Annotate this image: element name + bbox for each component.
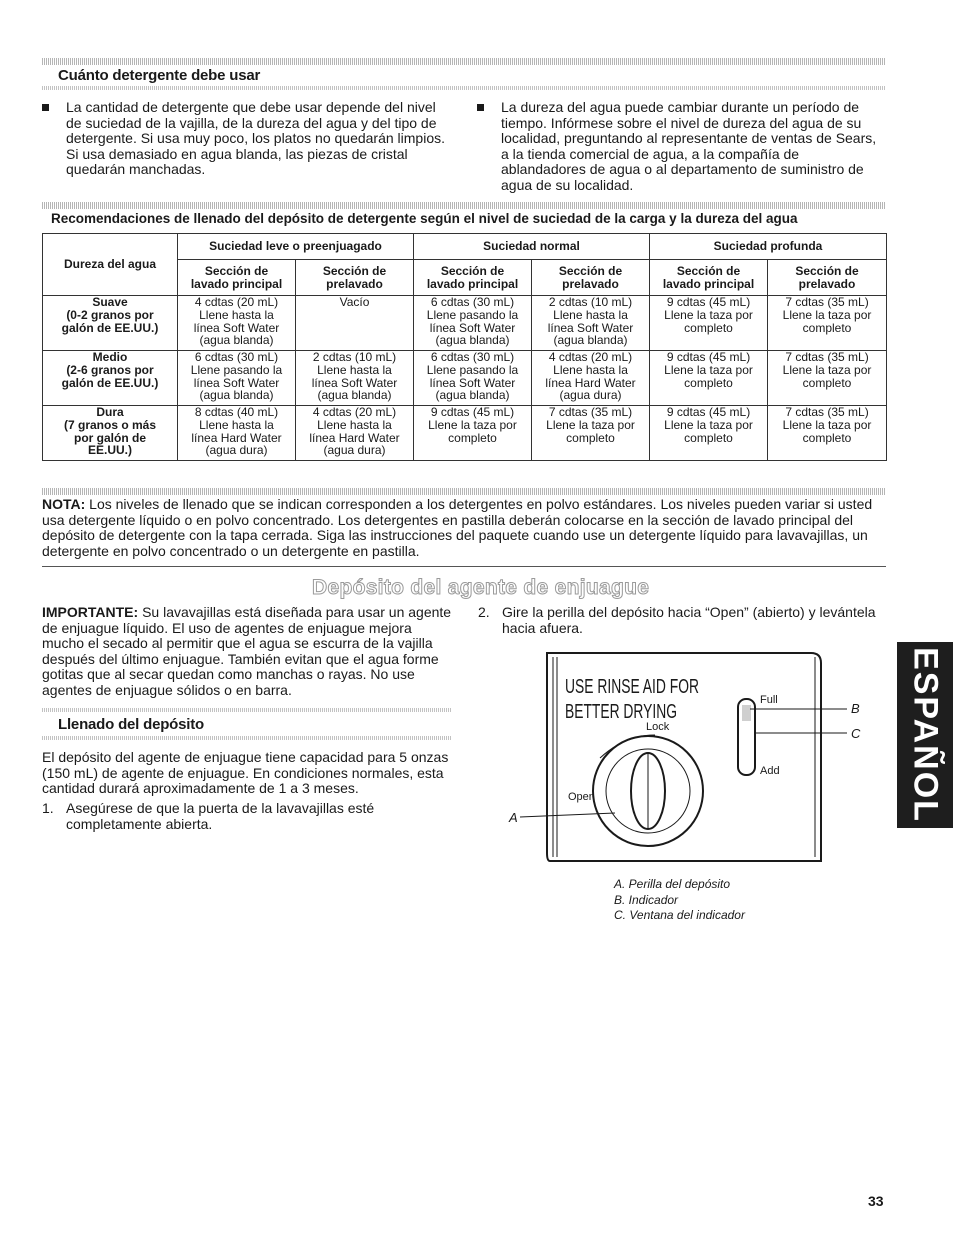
bullet-list-left xyxy=(42,100,452,178)
hardness-cell: Medio (2-6 granos por galón de EE.UU.) xyxy=(43,351,178,406)
rinse-title: Depósito del agente de enjuague xyxy=(312,576,650,599)
step-item xyxy=(42,801,452,832)
table-cell: 7 cdtas (35 mL) Llene la taza por completo xyxy=(768,351,887,406)
subsection-rule xyxy=(42,708,452,712)
table-cell: 2 cdtas (10 mL) Llene hasta la línea Soft Water (agua blanda) xyxy=(296,351,414,406)
table-top-rule xyxy=(42,202,886,209)
table-cell: 7 cdtas (35 mL) Llene la taza por completo xyxy=(768,406,887,461)
group-header: Suciedad leve o preenjuagado xyxy=(178,234,414,260)
indicator-fill xyxy=(742,705,751,721)
panel-text-line2: BETTER DRYING xyxy=(565,701,677,723)
table-cell: 2 cdtas (10 mL) Llene hasta la línea Soft Water (agua blanda) xyxy=(532,296,650,351)
important-paragraph: IMPORTANTE: Su lavavajillas está diseñada para usar un agente de enjuague líquido. El uso de agentes de enjuague mejora mucho el secado al permitir que el agua se escurra de la vajilla después del último enjuague. También evitan que el agua forme gotitas que al secar quedan como manchas o rayas. No use agentes de enjuague sólidos o en barra. xyxy=(42,604,452,698)
caption-item: A. Perilla del depósito xyxy=(614,877,731,891)
hardness-cell: Suave (0-2 granos por galón de EE.UU.) xyxy=(43,296,178,351)
detergent-table xyxy=(42,233,887,461)
table-cell: 7 cdtas (35 mL) Llene la taza por completo xyxy=(768,296,887,351)
table-cell: 4 cdtas (20 mL) Llene hasta la línea Soft Water (agua blanda) xyxy=(178,296,296,351)
table-bottom-rule xyxy=(42,488,886,495)
bullet-list-right xyxy=(477,100,882,194)
panel-text-line1: USE RINSE AID FOR xyxy=(565,676,699,698)
table-row xyxy=(43,296,887,351)
sub-header: Sección de prelavado xyxy=(532,260,650,296)
table-cell: Vacío xyxy=(296,296,414,351)
note-text: Los niveles de llenado que se indican corresponden a los detergentes en polvo estándares. Los niveles pueden variar si usted usa detergente líquido o en polvo concentrado. Los detergentes en pastilla deberán colocarse en la sección de lavado principal del depósito de detergente con la tapa cerrada. Siga las instrucciones del paquete cuando use un detergente líquido para lavavajillas, un detergente en polvo concentrado o un detergente en pastilla. xyxy=(42,496,873,559)
label-a: A xyxy=(509,810,518,825)
section-rule xyxy=(42,86,886,90)
step-item xyxy=(478,605,883,636)
step-text: Gire la perilla del depósito hacia “Open” (abierto) y levántela hacia afuera. xyxy=(502,604,876,636)
label-b: B xyxy=(851,701,860,716)
note-paragraph xyxy=(42,497,886,559)
fill-paragraph: El depósito del agente de enjuague tiene capacidad para 5 onzas (150 mL) de agente de enjuague. En condiciones normales, esta cantidad durará aproximadamente de 1 a 3 meses. xyxy=(42,749,449,797)
table-row xyxy=(43,406,887,461)
sub-header: Sección de prelavado xyxy=(296,260,414,296)
table-cell: 6 cdtas (30 mL) Llene pasando la línea Soft Water (agua blanda) xyxy=(414,296,532,351)
table-cell: 4 cdtas (20 mL) Llene hasta la línea Hard Water (agua dura) xyxy=(296,406,414,461)
group-header: Suciedad profunda xyxy=(650,234,887,260)
page-number: 33 xyxy=(868,1193,884,1209)
note-label: NOTA: xyxy=(42,496,86,512)
top-rule xyxy=(42,58,886,65)
label-c: C xyxy=(851,726,861,741)
table-cell: 6 cdtas (30 mL) Llene pasando la línea Soft Water (agua blanda) xyxy=(178,351,296,406)
table-cell: 9 cdtas (45 mL) Llene la taza por completo xyxy=(650,296,768,351)
table-row xyxy=(43,351,887,406)
sub-header: Sección de lavado principal xyxy=(650,260,768,296)
subsection-rule xyxy=(42,736,452,740)
table-cell: 4 cdtas (20 mL) Llene hasta la línea Hard Water (agua dura) xyxy=(532,351,650,406)
caption-item: B. Indicador xyxy=(614,892,679,907)
table-cell: 9 cdtas (45 mL) Llene la taza por completo xyxy=(650,406,768,461)
rinse-dispenser-diagram xyxy=(495,643,875,878)
hardness-cell: Dura (7 granos o más por galón de EE.UU.) xyxy=(43,406,178,461)
list-item: La cantidad de detergente que debe usar depende del nivel de suciedad de la vajilla, de la dureza del agua y del tipo de detergente. Si usa muy poco, los platos no quedarán limpios. Si usa demasiado en agua blanda, las piezas de cristal quedarán manchadas. xyxy=(42,100,452,178)
side-tab-label: ESPAÑOL xyxy=(906,647,945,823)
group-header: Suciedad normal xyxy=(414,234,650,260)
bullet-square-icon xyxy=(42,104,49,111)
sub-header: Sección de prelavado xyxy=(768,260,887,296)
section-title: Cuánto detergente debe usar xyxy=(58,67,261,84)
important-label: IMPORTANTE: xyxy=(42,604,139,620)
caption-item: C. Ventana del indicador xyxy=(614,908,745,922)
full-label: Full xyxy=(760,694,778,706)
sub-header: Sección de lavado principal xyxy=(178,260,296,296)
step-number: 2. xyxy=(478,604,490,620)
table-cell: 8 cdtas (40 mL) Llene hasta la línea Hard Water (agua dura) xyxy=(178,406,296,461)
sub-header: Sección de lavado principal xyxy=(414,260,532,296)
fill-title: Llenado del depósito xyxy=(58,716,205,733)
language-side-tab xyxy=(897,642,953,828)
table-title: Recomendaciones de llenado del depósito de detergente según el nivel de suciedad de la carga y la dureza del agua xyxy=(51,211,798,226)
open-label: Open xyxy=(568,791,595,803)
hardness-header: Dureza del agua xyxy=(43,234,178,296)
table-cell: 9 cdtas (45 mL) Llene la taza por completo xyxy=(650,351,768,406)
diagram-captions xyxy=(614,877,745,924)
add-label: Add xyxy=(760,765,780,777)
list-item: La dureza del agua puede cambiar durante un período de tiempo. Infórmese sobre el nivel de dureza del agua de su localidad, preguntando al representante de ventas de Sears, a la tienda comercial de agua, a la compañía de ablandadores de agua o al departamento de suministro de agua de su localidad. xyxy=(477,100,882,194)
lock-label: Lock xyxy=(646,721,670,733)
step-number: 1. xyxy=(42,800,54,816)
divider xyxy=(42,566,886,567)
step-text: Asegúrese de que la puerta de la lavavajillas esté completamente abierta. xyxy=(66,800,375,832)
table-cell: 9 cdtas (45 mL) Llene la taza por completo xyxy=(414,406,532,461)
bullet-square-icon xyxy=(477,104,484,111)
table-cell: 7 cdtas (35 mL) Llene la taza por completo xyxy=(532,406,650,461)
table-cell: 6 cdtas (30 mL) Llene pasando la línea Soft Water (agua blanda) xyxy=(414,351,532,406)
